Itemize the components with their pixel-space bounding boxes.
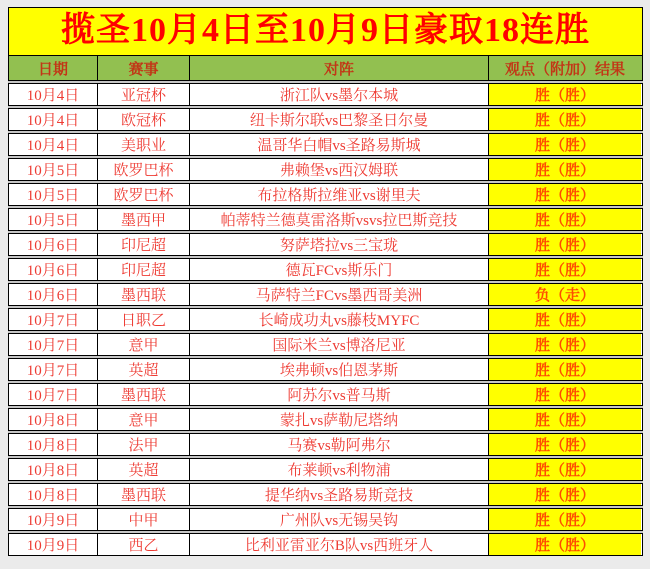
- result-cell: 胜（胜）: [488, 409, 641, 430]
- date-cell: 10月6日: [26, 263, 80, 279]
- date-cell: 10月8日: [26, 438, 80, 454]
- date-cell: 10月6日: [26, 238, 80, 254]
- league-cell: 墨西甲: [97, 209, 189, 230]
- header-league: 赛事: [97, 56, 189, 80]
- table-header-row: [8, 55, 643, 81]
- match-cell: 比利亚雷亚尔B队vs西班牙人: [189, 534, 488, 555]
- league-cell: 印尼超: [97, 234, 189, 255]
- result-cell: 胜（胜）: [488, 159, 641, 180]
- result-cell: 胜（胜）: [488, 134, 641, 155]
- league-cell: 西乙: [97, 534, 189, 555]
- table-row: [8, 158, 643, 181]
- league-cell: 墨西联: [97, 484, 189, 505]
- match-cell: 广州队vs无锡吴钩: [189, 509, 488, 530]
- date-cell: 10月9日: [26, 513, 80, 529]
- match-cell: 浙江队vs墨尔本城: [189, 84, 488, 105]
- league-cell: 意甲: [97, 334, 189, 355]
- result-cell: 胜（胜）: [488, 209, 641, 230]
- date-cell: 10月4日: [26, 138, 80, 154]
- table-row: [8, 258, 643, 281]
- table-row: [8, 308, 643, 331]
- league-cell: 印尼超: [97, 259, 189, 280]
- result-cell: 胜（胜）: [488, 234, 641, 255]
- table-row: [8, 358, 643, 381]
- date-cell: 10月6日: [26, 288, 80, 304]
- date-cell: 10月4日: [26, 88, 80, 104]
- table-row: [8, 333, 643, 356]
- date-cell: 10月5日: [26, 188, 80, 204]
- results-table: [8, 55, 643, 556]
- league-cell: 欧罗巴杯: [97, 159, 189, 180]
- league-cell: 中甲: [97, 509, 189, 530]
- league-cell: 意甲: [97, 409, 189, 430]
- page-title: 揽圣10月4日至10月9日豪取18连胜: [8, 7, 643, 55]
- result-cell: 胜（胜）: [488, 534, 641, 555]
- match-cell: 布拉格斯拉维亚vs谢里夫: [189, 184, 488, 205]
- header-date: 日期: [9, 56, 97, 80]
- table-body: [8, 83, 643, 556]
- result-cell: 胜（胜）: [488, 259, 641, 280]
- table-row: [8, 108, 643, 131]
- league-cell: 日职乙: [97, 309, 189, 330]
- match-cell: 努萨塔拉vs三宝珑: [189, 234, 488, 255]
- table-row: [8, 208, 643, 231]
- league-cell: 墨西联: [97, 284, 189, 305]
- match-cell: 国际米兰vs博洛尼亚: [189, 334, 488, 355]
- match-cell: 埃弗顿vs伯恩茅斯: [189, 359, 488, 380]
- match-cell: 马萨特兰FCvs墨西哥美洲: [189, 284, 488, 305]
- match-cell: 蒙扎vs萨勒尼塔纳: [189, 409, 488, 430]
- match-cell: 纽卡斯尔联vs巴黎圣日尔曼: [189, 109, 488, 130]
- table-row: [8, 483, 643, 506]
- date-cell: 10月7日: [26, 313, 80, 329]
- date-cell: 10月4日: [26, 113, 80, 129]
- result-cell: 胜（胜）: [488, 334, 641, 355]
- result-cell: 胜（胜）: [488, 184, 641, 205]
- table-row: [8, 83, 643, 106]
- league-cell: 法甲: [97, 434, 189, 455]
- table-row: [8, 383, 643, 406]
- match-cell: 马赛vs勒阿弗尔: [189, 434, 488, 455]
- date-cell: 10月5日: [26, 163, 80, 179]
- table-row: [8, 458, 643, 481]
- date-cell: 10月8日: [26, 413, 80, 429]
- date-cell: 10月8日: [26, 463, 80, 479]
- match-cell: 布莱顿vs利物浦: [189, 459, 488, 480]
- league-cell: 欧罗巴杯: [97, 184, 189, 205]
- table-row: [8, 533, 643, 556]
- date-cell: 10月7日: [26, 388, 80, 404]
- match-cell: 温哥华白帽vs圣路易斯城: [189, 134, 488, 155]
- match-cell: 阿苏尔vs普马斯: [189, 384, 488, 405]
- result-cell: 胜（胜）: [488, 509, 641, 530]
- table-row: [8, 283, 643, 306]
- date-cell: 10月9日: [26, 538, 80, 554]
- league-cell: 亚冠杯: [97, 84, 189, 105]
- header-result: 观点（附加）结果: [488, 56, 641, 80]
- result-cell: 胜（胜）: [488, 309, 641, 330]
- header-match: 对阵: [189, 56, 488, 80]
- table-row: [8, 408, 643, 431]
- league-cell: 英超: [97, 359, 189, 380]
- result-cell: 胜（胜）: [488, 459, 641, 480]
- date-cell: 10月7日: [26, 363, 80, 379]
- date-cell: 10月8日: [26, 488, 80, 504]
- match-cell: 提华纳vs圣路易斯竞技: [189, 484, 488, 505]
- date-cell: 10月7日: [26, 338, 80, 354]
- table-row: [8, 183, 643, 206]
- match-cell: 长崎成功丸vs藤枝MYFC: [189, 309, 488, 330]
- result-cell: 胜（胜）: [488, 359, 641, 380]
- league-cell: 美职业: [97, 134, 189, 155]
- league-cell: 欧冠杯: [97, 109, 189, 130]
- table-row: [8, 233, 643, 256]
- result-cell: 胜（胜）: [488, 434, 641, 455]
- league-cell: 英超: [97, 459, 189, 480]
- table-row: [8, 433, 643, 456]
- result-cell: 胜（胜）: [488, 384, 641, 405]
- result-cell: 胜（胜）: [488, 484, 641, 505]
- result-cell: 胜（胜）: [488, 84, 641, 105]
- table-row: [8, 133, 643, 156]
- match-cell: 弗赖堡vs西汉姆联: [189, 159, 488, 180]
- match-cell: 德瓦FCvs斯乐门: [189, 259, 488, 280]
- date-cell: 10月5日: [26, 213, 80, 229]
- result-cell: 负（走）: [488, 284, 641, 305]
- league-cell: 墨西联: [97, 384, 189, 405]
- table-row: [8, 508, 643, 531]
- result-cell: 胜（胜）: [488, 109, 641, 130]
- match-cell: 帕蒂特兰德莫雷洛斯vsvs拉巴斯竞技: [189, 209, 488, 230]
